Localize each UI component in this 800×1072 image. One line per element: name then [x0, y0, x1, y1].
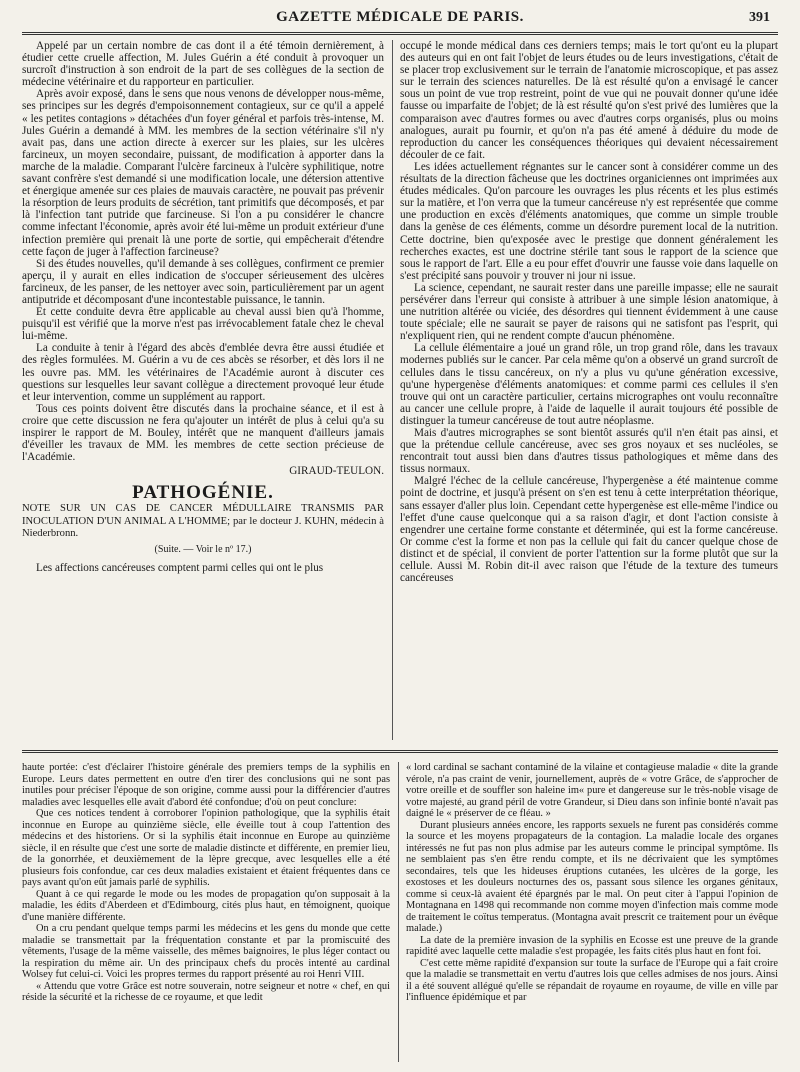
header-rule [22, 32, 778, 35]
page-header [22, 8, 778, 30]
paragraph: Et cette conduite devra être applicable au cheval aussi bien qu'à l'homme, puisqu'il est vérifié que la morve n'est pas irrévocablement fatale chez le cheval lui-même. [22, 306, 384, 343]
paragraph: Malgré l'échec de la cellule cancéreuse, l'hypergenèse a été maintenue comme point de doctrine, et jusqu'à présent on s'en est tenu à cette interprétation théorique, sans essayer d'aller plus loin. Cependant cette hypergenèse est elle-même l'indice ou l'effet d'une cause quelconque qui a sa raison d'agir, et dont l'action consiste à engendrer une certaine forme constante et déterminée, qui est la forme cancéreuse. Or comme c'est la forme et non pas la cellule qui fait du cancer quelque chose de distinct et de spécial, il convient de porter l'attention sur la forme plutôt que sur la cellule. Aussi M. Robin dit-il avec raison que l'étude de la texture des tumeurs cancéreuses [400, 475, 778, 585]
paragraph: Durant plusieurs années encore, les rapports sexuels ne furent pas considérés comme la source et les moyens propagateurs de la contagion. La maladie locale des organes intéressés ne fut pas non plus admise par les auteurs comme le principal symptôme. Ils ne semblaient pas s'en être rendu compte, et ils ne décrivaient que les symptômes secondaires, tels que les hideuses éruptions cutanées, les ulcères de la gorge, les exostoses et les douleurs nocturnes des os, passant sous silence les organes génitaux, comme si ceux-là avaient été épargnés par le mal. On peut citer à l'appui l'opinion de Montagnana en 1498 qui recommande non comme moyen d'infection mais comme mode de traitement le coïtus temperatus. (Montagna avait prescrit ce traitement pour un évêque malade.) [406, 819, 778, 934]
top-left-column [22, 40, 384, 740]
paragraph: Mais d'autres micrographes se sont bientôt assurés qu'il n'en était pas ainsi, et que la prétendue cellule cancéreuse, avec ses gros noyaux et ses nucléoles, se rencontrait tout aussi bien dans d'autres tissus pathologiques et même dans des tissus normaux. [400, 427, 778, 476]
paragraph: Les idées actuellement régnantes sur le cancer sont à considérer comme un des résultats de la direction fâcheuse que les doctrines organiciennes ont imprimées aux études médicales. Qu'on parcoure les ouvrages les plus récents et les plus estimés sur la matière, et l'on verra que la tumeur cancéreuse n'y est représentée que comme une production en excès d'éléments anatomiques, que comme un simple trouble dans la genèse de ces éléments, comme un désordre purement local de la nutrition. Cette doctrine, bien qu'exposée avec le prestige que donnent généralement les recherches exactes, est une doctrine stérile tant sous le rapport de la science que sous le rapport de l'art. Elle a eu pour effet d'ouvrir une fausse voie dans laquelle on s'est précipité sans pouvoir y trouver ni jour ni issue. [400, 160, 778, 282]
paragraph: La conduite à tenir à l'égard des abcès d'emblée devra être aussi étudiée et des règles formulées. M. Guérin a vu de ces abcès se résorber, et dès lors il ne les ouvre pas. MM. les vétérinaires de l'Académie auront à discuter ces questions sur lesquelles leur savant collègue a directement provoqué leur étude et leur intervention, comme un supplément au rapport. [22, 342, 384, 403]
paragraph: Quant à ce qui regarde le mode ou les modes de propagation qu'on supposait à la maladie, les édits d'Aberdeen et d'Edimbourg, cités plus haut, en témoignent, quoique d'une manière différente. [22, 888, 390, 923]
page-number: 391 [749, 10, 770, 25]
paragraph: Les affections cancéreuses comptent parmi celles qui ont le plus [36, 561, 324, 574]
paragraph: C'est cette même rapidité d'expansion sur toute la surface de l'Europe qui a fait croire que la maladie se transmettait en vertu d'autres lois que celles admises de nos jours. Ainsi il a été souvent allégué qu'elle se répandait de royaume en royaume, de ville en ville par l'influence épidémique et par [406, 957, 778, 1003]
paragraph: Que ces notices tendent à corroborer l'opinion pathologique, que la syphilis était inconnue en Europe au quinzième siècle, elle éveille tout à coup l'attention des médecins et des historiens. Or si la syphilis était inconnue en Europe au quinzième siècle, il en résulte que c'est une sorte de maladie distincte et différente, en premier lieu, de la gonorrhée, et deuxièmement de la lèpre grecque, avec lesquelles elle a été plusieurs fois confondue, car ces deux maladies existaient et étaient fréquentes dans ce pays avant qu'on eût jamais parlé de syphilis. [22, 808, 390, 888]
paragraph: haute portée: c'est d'éclairer l'histoire générale des premiers temps de la syphilis en Europe. Leurs dates permettent en outre d'en tirer des conclusions qui ne sont pas inutiles pour préciser l'époque de son origine, comme aussi pour la différencier d'autres maladies avec lesquelles elle avait d'abord été confondue; d'où on peut conclure: [22, 762, 390, 808]
paragraph: Si des études nouvelles, qu'il demande à ses collègues, confirment ce premier aperçu, il y aurait en elles indication de s'occuper sérieusement des ulcères farcineux, de les panser, de les nettoyer avec soin, particulièrement par un agent antiputride et décomposant d'une incontestable puissance, le tannin. [22, 257, 384, 306]
paragraph: Après avoir exposé, dans le sens que nous venons de développer nous-même, ses principes sur les degrés d'empoisonnement contagieux, sur ce qu'il a appelé « les petites contagions » détachées d'un foyer général et parfois très-intense, M. Jules Guérin a demandé à MM. les membres de la section vétérinaire s'il n'y avait pas, dans une action directe à exercer sur les plaies, sur les ulcères farcineux, un moyen secondaire, puissant, de modification à apporter dans la marche de la maladie. Comparant l'ulcère farcineux à l'ulcère syphilitique, notre savant confrère s'est demandé si une modification locale, une détersion attentive et énergique amenée sur ces plaies de mauvais caractère, ne pouvait pas prévenir la résorption de leurs produits de sécrétion, tant primitifs que décomposés, et par là l'infection tant putride que farcineuse. Si l'on a pu considérer le chancre comme infectant l'économie, après avoir été lui-même un produit extérieur d'une infection première qui prenait là une porte de sortie, qui empêcherait d'étendre cette façon de juger à l'affection farcineuse? [22, 88, 384, 258]
bottom-right-column [406, 762, 778, 1062]
top-right-column [400, 40, 778, 740]
bottom-left-column [22, 762, 390, 1062]
paragraph: « Attendu que votre Grâce est notre souverain, notre seigneur et notre « chef, en qui réside la sécurité et la richesse de ce royaume, et que ledit [22, 980, 390, 1003]
section-title: PATHOGÉNIE. [132, 482, 274, 504]
column-divider [392, 40, 393, 740]
paragraph: Tous ces points doivent être discutés dans la prochaine séance, et il est à croire que cette discussion ne fera qu'ajouter un intérêt de plus à celui qu'a su inspirer le rapport de M. Bouley, intérêt que ne manquent d'ailleurs jamais d'éveiller les travaux de MM. les membres de cette section précieuse de l'Académie. [22, 402, 384, 464]
paragraph: La cellule élémentaire a joué un grand rôle, un trop grand rôle, dans les travaux modernes publiés sur le cancer. Par cela même qu'on a observé un grand surcroît de cellules dans le tissu cancéreux, on n'y a plus vu qu'une génération excessive, qu'une hypergenèse d'éléments anatomiques: et comme parmi ces cellules il s'en trouve qui ont un caractère particulier, certains micrographes ont voulu reconnaître au cancer une cellule propre, à l'aide de laquelle il aurait toujours été possible de distinguer la tumeur cancéreuse de tout autre néoplasme. [400, 342, 778, 427]
section-rule [22, 750, 778, 753]
paragraph: La science, cependant, ne saurait rester dans une pareille impasse; elle ne saurait persévérer dans l'erreur qui consiste à attribuer à une simple lésion anatomique, à une nutrition altérée ou viciée, des désordres qui tiennent évidemment à une cause toute spéciale; elle ne saurait se payer de raisons qui ne satisfont pas l'esprit, qui n'expliquent rien, qui ne rendent compte d'aucun phénomène. [400, 281, 778, 343]
continuation-note: (Suite. — Voir le nº 17.) [154, 543, 252, 555]
paragraph: « lord cardinal se sachant contaminé de la vilaine et contagieuse maladie « dite la grande vérole, n'a pas craint de venir, journellement, auprès de « votre Grâce, de s'approcher de votre oreille et de souffler son haleine im« pure et dangereuse sur le très-noble visage de votre majesté, au grand péril de votre Grandeur, si Dieu dans son infinie bonté n'avait pas daigné le « préserver de ce fléau. » [406, 762, 778, 819]
paragraph: Appelé par un certain nombre de cas dont il a été témoin dernièrement, à étudier cette cruelle affection, M. Jules Guérin a été conduit à provoquer un surcroît d'instruction à son endroit de la part de ses collègues de la section de médecine vétérinaire et du rapporteur en particulier. [22, 40, 384, 89]
paragraph: occupé le monde médical dans ces derniers temps; mais le tort qu'ont eu la plupart des auteurs qui en ont fait l'objet de leurs études ou de leurs investigations, c'était de se placer trop exclusivement sur le terrain de l'anatomie microscopique, et pas assez sur le terrain des sciences naturelles. De là est résulté qu'on a envisagé le cancer sous un point de vue trop restreint, point de vue qui ne pouvait donner qu'une idée fausse ou imparfaite de l'objet; de là est résulté qu'on s'est privé des lumières que la comparaison avec d'autres formes ou avec d'autres corps organisés, plus ou moins analogues, aurait pu fournir, et qu'on n'a pas été amené à déduire du mode de reproduction du cancer les conséquences théoriques qui devaient nécessairement découler de ce fait. [400, 40, 778, 161]
article-heading: NOTE SUR UN CAS DE CANCER MÉDULLAIRE TRANSMIS PAR INOCULATION D'UN ANIMAL A L'HOMME; par le docteur J. KUHN, médecin à Niederbronn. [22, 503, 384, 539]
journal-title: GAZETTE MÉDICALE DE PARIS. [276, 9, 524, 25]
column-divider [398, 762, 399, 1062]
signature: GIRAUD-TEULON. [289, 465, 384, 478]
paragraph: La date de la première invasion de la syphilis en Ecosse est une preuve de la grande rapidité avec laquelle cette maladie s'est propagée, les faits cités plus haut en font foi. [406, 934, 778, 957]
paragraph: On a cru pendant quelque temps parmi les médecins et les gens du monde que cette maladie se transmettait par la fréquentation constante et par la promiscuité des vêtements, l'usage de la même vaisselle, des mêmes baignoires, le plus léger contact ou la respiration du même air. Un des principaux chefs du procès intenté au cardinal Wolsey fut celui-ci. Voici les propres termes du rapport présenté au roi Henri VIII. [22, 923, 390, 980]
